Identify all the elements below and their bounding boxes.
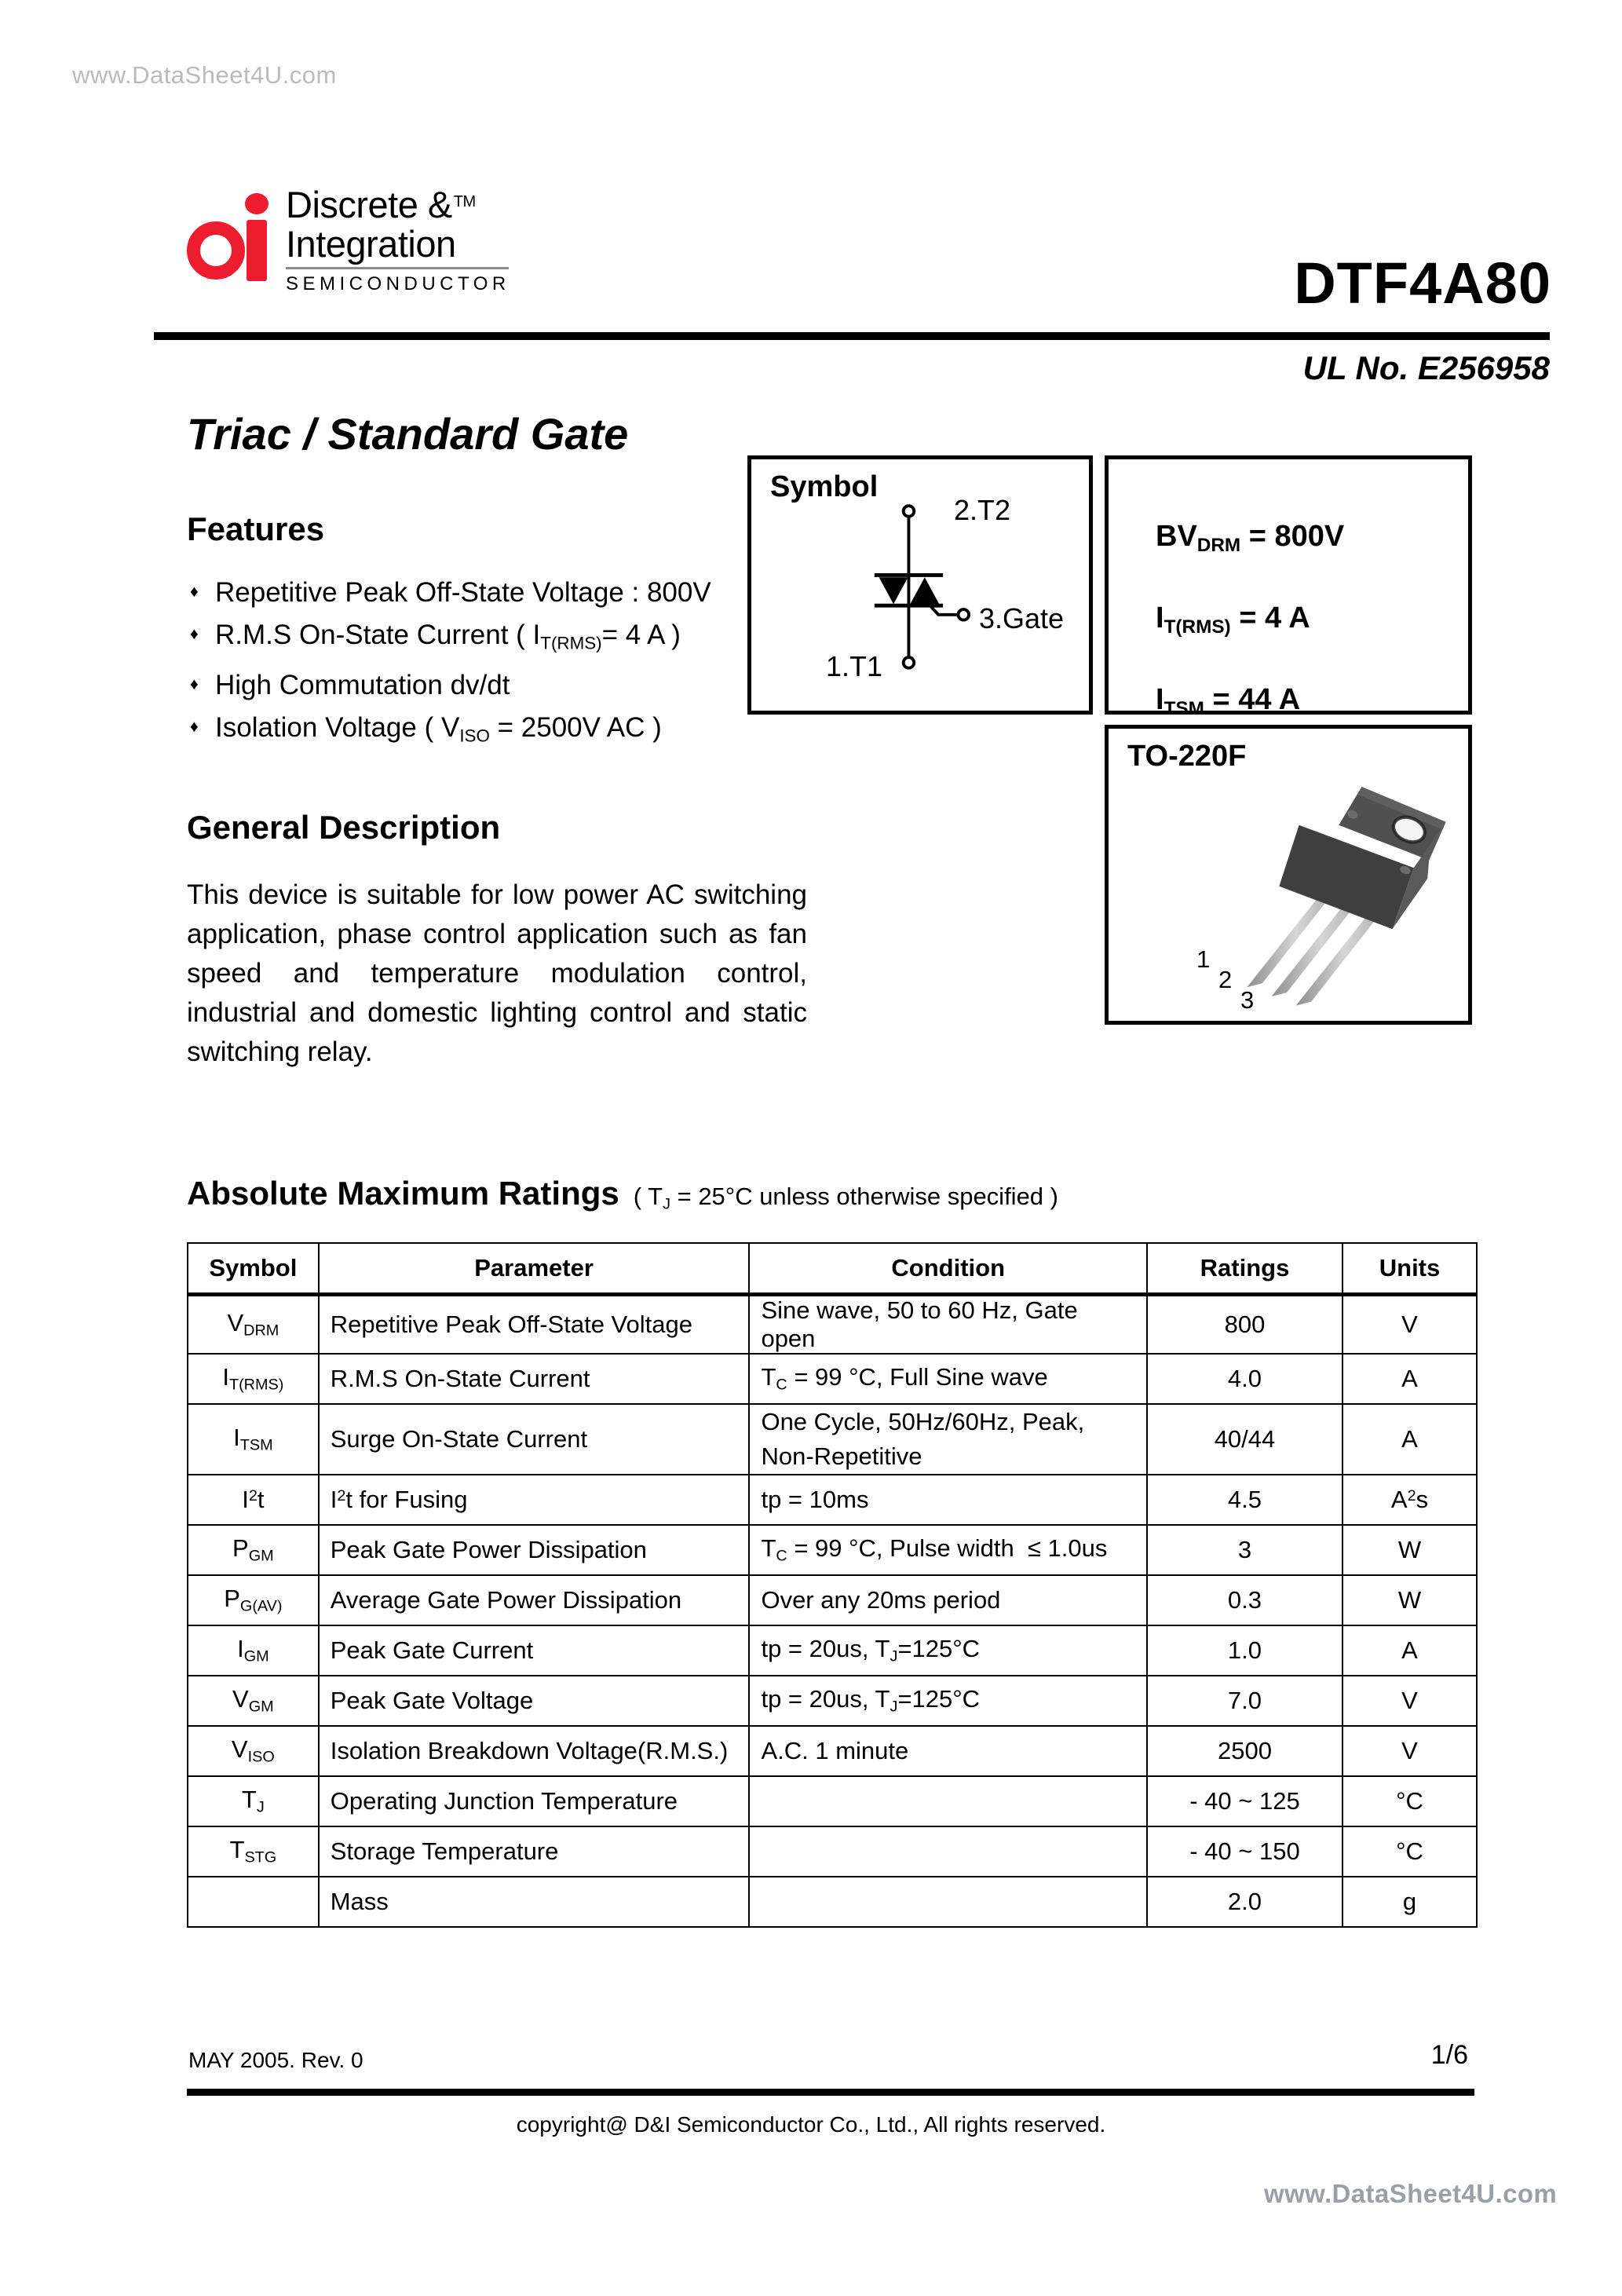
absolute-maximum-ratings-table	[187, 1242, 1478, 1928]
cell-unit: °C	[1343, 1826, 1477, 1877]
symbol-box	[747, 455, 1093, 715]
cell-parameter: Repetitive Peak Off-State Voltage	[319, 1295, 750, 1355]
cell-parameter: Peak Gate Current	[319, 1625, 750, 1676]
cell-unit: V	[1343, 1676, 1477, 1726]
cell-rating: 1.0	[1147, 1625, 1343, 1676]
key-ratings-box	[1105, 455, 1472, 719]
to220f-package-illustration	[1109, 729, 1468, 1021]
cell-condition: $T_C = 99$ °C, Full Sine wave	[749, 1354, 1147, 1404]
logo-divider	[286, 267, 509, 269]
cell-unit: A	[1343, 1354, 1477, 1404]
cell-unit: $A^2s$	[1343, 1475, 1477, 1525]
feature-item-1: ♦ Repetitive Peak Off-State Voltage : 800V	[187, 572, 736, 614]
footer-copyright: copyright@ D&I Semiconductor Co., Ltd., All rights reserved.	[516, 2112, 1106, 2137]
key-rating-itrms: $I_{T(RMS)} = 4$ A	[1156, 601, 1310, 638]
cell-unit: W	[1343, 1525, 1477, 1575]
cell-parameter: Peak Gate Voltage	[319, 1676, 750, 1726]
cell-symbol: $V_{ISO}$	[188, 1726, 319, 1776]
cell-rating: 7.0	[1147, 1676, 1343, 1726]
cell-rating: 3	[1147, 1525, 1343, 1575]
ratings-heading-text: Absolute Maximum Ratings	[187, 1175, 619, 1212]
key-rating-itsm: $I_{TSM} = 44$ A	[1156, 682, 1301, 719]
cell-unit: g	[1343, 1877, 1477, 1927]
th-symbol: Symbol	[188, 1243, 319, 1295]
cell-unit: A	[1343, 1625, 1477, 1676]
cell-unit: °C	[1343, 1776, 1477, 1826]
table-row	[188, 1877, 1477, 1927]
feature-item-3: ♦ High Commutation dv/dt	[187, 664, 736, 707]
table-row	[188, 1475, 1477, 1525]
cell-condition: Over any 20ms period	[749, 1575, 1147, 1625]
cell-parameter: Surge On-State Current	[319, 1404, 750, 1475]
symbol-box-label: Symbol	[770, 470, 879, 503]
key-ratings-list	[1156, 500, 1454, 744]
cell-symbol	[188, 1877, 319, 1927]
features-list	[187, 572, 736, 758]
features-heading: Features	[187, 510, 325, 547]
table-row	[188, 1676, 1477, 1726]
cell-parameter: Storage Temperature	[319, 1826, 750, 1877]
package-pin-1-label: 1	[1196, 945, 1211, 973]
ratings-heading-note: ( $T_J = 25^\circ C$ unless otherwise specified )	[633, 1183, 1058, 1213]
logo-letter-o	[187, 221, 245, 280]
cell-rating: 0.3	[1147, 1575, 1343, 1625]
di-monogram-icon	[187, 193, 279, 281]
cell-unit: W	[1343, 1575, 1477, 1625]
cell-symbol: $V_{DRM}$	[188, 1295, 319, 1355]
package-box-label: TO-220F	[1127, 740, 1247, 773]
cell-symbol: $I_{TSM}$	[188, 1404, 319, 1475]
logo-subtitle: SEMICONDUCTOR	[286, 273, 510, 294]
cell-condition: Sine wave, 50 to 60 Hz, Gate open	[749, 1295, 1147, 1355]
symbol-terminal-gate: 3.Gate	[979, 602, 1065, 634]
watermark-bottom: www.DataSheet4U.com	[1264, 2179, 1558, 2208]
cell-parameter: Peak Gate Power Dissipation	[319, 1525, 750, 1575]
logo-letter-i-stem	[247, 220, 267, 281]
ratings-heading	[187, 1175, 1058, 1214]
cell-rating: 40/44	[1147, 1404, 1343, 1475]
cell-parameter: $I^2t$ for Fusing	[319, 1475, 750, 1525]
th-units: Units	[1343, 1243, 1477, 1295]
ul-number: UL No. E256958	[1302, 349, 1550, 386]
cell-condition: tp = 10ms	[749, 1475, 1147, 1525]
cell-symbol: $T_{STG}$	[188, 1826, 319, 1877]
table-row	[188, 1575, 1477, 1625]
table-row	[188, 1625, 1477, 1676]
cell-symbol: $T_J$	[188, 1776, 319, 1826]
cell-rating: 4.5	[1147, 1475, 1343, 1525]
cell-condition: One Cycle, 50Hz/60Hz, Peak, Non-Repetitive	[749, 1404, 1147, 1475]
logo-line-1-text: Discrete &	[286, 184, 452, 225]
cell-symbol: $P_{G(AV)}$	[188, 1575, 319, 1625]
table-row	[188, 1525, 1477, 1575]
footer-revision-date: MAY 2005. Rev. 0	[188, 2048, 363, 2072]
triac-symbol-diagram	[751, 459, 1089, 711]
table-row	[188, 1295, 1477, 1355]
general-description-heading: General Description	[187, 809, 501, 846]
cell-parameter: Average Gate Power Dissipation	[319, 1575, 750, 1625]
cell-parameter: Isolation Breakdown Voltage(R.M.S.)	[319, 1726, 750, 1776]
cell-unit: V	[1343, 1295, 1477, 1355]
th-condition: Condition	[749, 1243, 1147, 1295]
cell-rating: 4.0	[1147, 1354, 1343, 1404]
cell-parameter: Mass	[319, 1877, 750, 1927]
cell-condition	[749, 1776, 1147, 1826]
table-row	[188, 1726, 1477, 1776]
logo-letter-i-dot	[245, 193, 269, 214]
cell-parameter: Operating Junction Temperature	[319, 1776, 750, 1826]
cell-symbol: $I_{GM}$	[188, 1625, 319, 1676]
logo-wordmark	[286, 185, 513, 295]
cell-condition: $T_C = 99$ °C, Pulse width ≤ 1.0us	[749, 1525, 1147, 1575]
header-divider	[154, 332, 1550, 340]
cell-condition: tp = 20us, $T_J=125^\circ C$	[749, 1625, 1147, 1676]
logo-line-2: Integration	[286, 223, 456, 265]
package-box	[1105, 725, 1472, 1025]
symbol-terminal-t1: 1.T1	[826, 650, 883, 682]
cell-condition	[749, 1877, 1147, 1927]
feature-item-4: ♦ Isolation Voltage ( $V_{ISO} = 2500V$ AC )	[187, 707, 736, 757]
key-rating-bvdrm: $BV_{DRM} = 800V$	[1156, 520, 1345, 556]
cell-symbol: $V_{GM}$	[188, 1676, 319, 1726]
cell-condition: A.C. 1 minute	[749, 1726, 1147, 1776]
cell-rating: - 40 ~ 125	[1147, 1776, 1343, 1826]
footer-divider	[187, 2089, 1474, 2096]
cell-rating: 2500	[1147, 1726, 1343, 1776]
cell-rating: 800	[1147, 1295, 1343, 1355]
package-pin-3-label: 3	[1240, 986, 1255, 1014]
cell-rating: - 40 ~ 150	[1147, 1826, 1343, 1877]
footer-page-number: 1/6	[1430, 2040, 1468, 2070]
table-header-row	[188, 1243, 1477, 1295]
logo-line-1	[286, 185, 513, 225]
page-title: Triac / Standard Gate	[187, 409, 629, 459]
cell-rating: 2.0	[1147, 1877, 1343, 1927]
table-row	[188, 1354, 1477, 1404]
cell-parameter: R.M.S On-State Current	[319, 1354, 750, 1404]
company-logo	[187, 184, 517, 294]
trademark-icon: TM	[453, 193, 476, 210]
cell-condition: tp = 20us, $T_J=125^\circ C$	[749, 1676, 1147, 1726]
table-row	[188, 1404, 1477, 1475]
table-row	[188, 1776, 1477, 1826]
th-ratings: Ratings	[1147, 1243, 1343, 1295]
cell-unit: A	[1343, 1404, 1477, 1475]
table-row	[188, 1826, 1477, 1877]
cell-symbol: $I_{T(RMS)}$	[188, 1354, 319, 1404]
package-pin-2-label: 2	[1218, 966, 1233, 993]
cell-condition	[749, 1826, 1147, 1877]
watermark-top: www.DataSheet4U.com	[72, 61, 337, 89]
feature-item-2: ♦ R.M.S On-State Current ( $I_{T(RMS)}= 4$ A )	[187, 614, 736, 664]
cell-symbol: $I^2t$	[188, 1475, 319, 1525]
cell-symbol: $P_{GM}$	[188, 1525, 319, 1575]
part-number: DTF4A80	[1294, 250, 1551, 316]
symbol-terminal-t2: 2.T2	[954, 494, 1011, 526]
cell-unit: V	[1343, 1726, 1477, 1776]
th-parameter: Parameter	[319, 1243, 750, 1295]
general-description-body: This device is suitable for low power AC switching application, phase control application such as fan speed and temperature modulation control, industrial and domestic lighting control and static switching relay.	[187, 879, 807, 1067]
